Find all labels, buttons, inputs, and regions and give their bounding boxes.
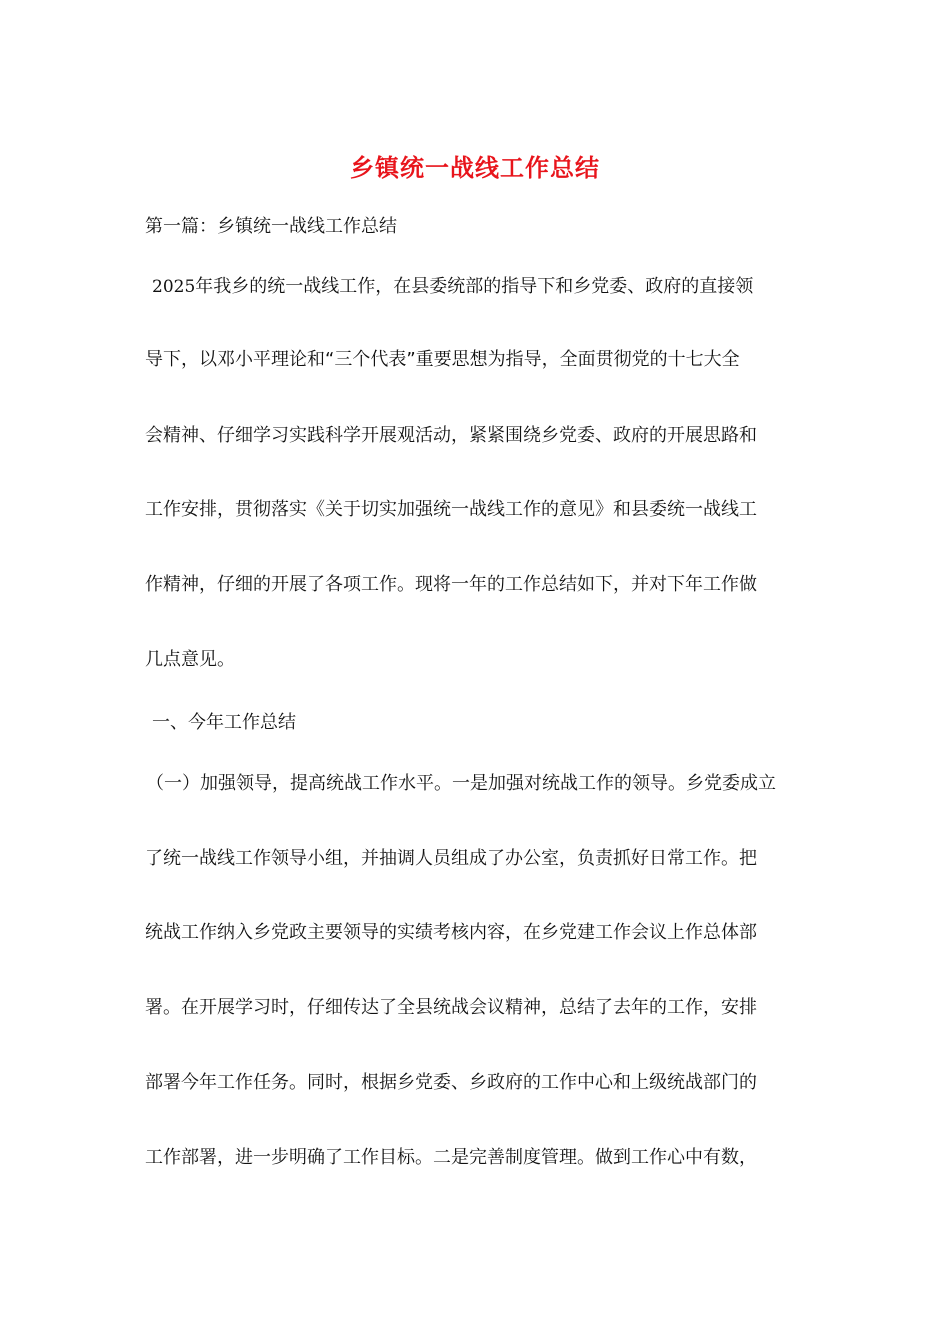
paragraph-1-line-6: 几点意见。 [145, 649, 235, 670]
document-title: 乡镇统一战线工作总结 [350, 154, 600, 182]
paragraph-2-line-1: （一）加强领导，提高统战工作水平。一是加强对统战工作的领导。乡党委成立 [146, 773, 776, 794]
paragraph-1-line-5: 作精神，仔细的开展了各项工作。现将一年的工作总结如下，并对下年工作做 [145, 574, 757, 595]
year-text: 2025 [152, 277, 196, 297]
paragraph-2-line-5: 部署今年工作任务。同时，根据乡党委、乡政府的工作中心和上级统战部门的 [145, 1072, 757, 1093]
paragraph-1-line-2: 导下，以邓小平理论和“三个代表”重要思想为指导，全面贯彻党的十七大全 [145, 349, 740, 370]
paragraph-2-line-3: 统战工作纳入乡党政主要领导的实绩考核内容，在乡党建工作会议上作总体部 [145, 922, 757, 943]
paragraph-2-line-6: 工作部署，进一步明确了工作目标。二是完善制度管理。做到工作心中有数， [145, 1147, 757, 1168]
paragraph-1-line-4: 工作安排，贯彻落实《关于切实加强统一战线工作的意见》和县委统一战线工 [145, 499, 757, 520]
paragraph-2-line-4: 署。在开展学习时，仔细传达了全县统战会议精神，总结了去年的工作，安排 [145, 997, 757, 1018]
paragraph-1-line-3: 会精神、仔细学习实践科学开展观活动，紧紧围绕乡党委、政府的开展思路和 [145, 425, 757, 446]
paragraph-2-line-2: 了统一战线工作领导小组，并抽调人员组成了办公室，负责抓好日常工作。把 [145, 848, 757, 869]
section-1-heading: 一、今年工作总结 [152, 712, 296, 733]
document-subtitle: 第一篇：乡镇统一战线工作总结 [145, 216, 397, 237]
paragraph-1-line-1-text: 年我乡的统一战线工作，在县委统部的指导下和乡党委、政府的直接领 [195, 276, 754, 297]
paragraph-1-line-1 [152, 275, 753, 299]
